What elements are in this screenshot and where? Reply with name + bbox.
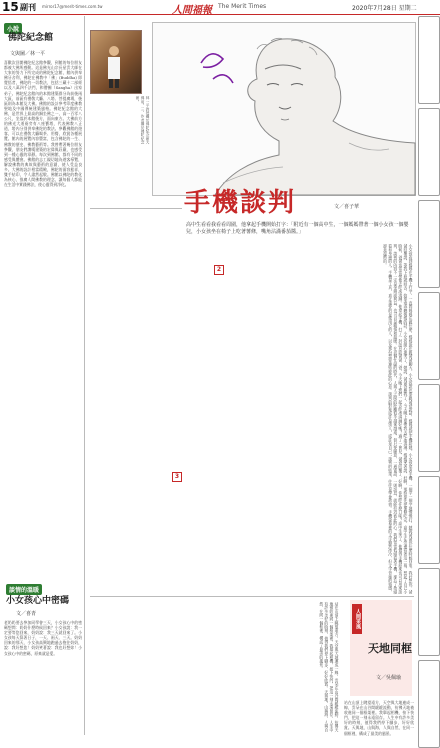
love-column-author: 文／喜青: [16, 611, 37, 617]
issue-date: 2020年7月28日 星期二: [352, 5, 417, 12]
person-figure-icon: [104, 44, 124, 88]
divider: [90, 596, 414, 597]
love-column-title: 小女孩心中密碼: [6, 596, 70, 606]
sky-window-title: 天地同框: [368, 642, 412, 655]
newspaper-logo: 人間福報: [172, 5, 212, 16]
strip-item: [418, 200, 440, 288]
bottom-article-body: 站在山頂上眺望遠方，天空與大地連成一線，雲朵在山谷間緩緩流動，彷彿天地被收進同一個框架裡。我舉起相機，按下快門，把這一刻永遠留存。人生中有許多美好的時刻，值得我們停下腳步，好好欣賞。天與地，山與海，人與自然，在同一個框裡，構成了最美的風景。: [319, 602, 340, 732]
strip-item: [418, 292, 440, 380]
strip-item: [418, 384, 440, 472]
right-ad-strip: [418, 16, 440, 735]
section-marker: 3: [172, 472, 182, 482]
column-author: 文與圖／林一平: [10, 51, 46, 57]
article-title: 手機談判: [184, 188, 297, 218]
article-lead: 高中生看看我看看周圍，他拿起手機開始打字：「附近有一個高中生，一個媽媽帶著一個小女孩一個嬰兒，小女孩坐在椅子上吃著薯條，嘴角沾滿番茄醬。」: [186, 222, 409, 235]
strip-item: [418, 476, 440, 564]
column-tag: 小說: [4, 23, 22, 34]
sky-window-excerpt: 站在山頂上眺望遠方，天空與大地連成一線，雲朵在山谷間緩緩流動，彷彿天地被收進同一個框架裡。我舉起相機，按下快門，把這一刻永遠留存。人生中有許多美好的時刻，值得我們停下腳步，好好欣賞。天與地，山與海，人與自然，在同一個框裡，構成了最美的風景。: [344, 700, 414, 736]
article-author: 文／喜子華: [334, 204, 360, 210]
section-marker: 2: [214, 265, 224, 275]
love-column-tag: 談情的溫暖: [6, 584, 42, 595]
sky-window-author: 文／吳佩瑜: [376, 675, 402, 681]
page-number: 15: [2, 0, 19, 14]
column-title: 佛陀紀念館: [8, 33, 54, 43]
strip-item: [418, 108, 440, 196]
section-name: 副刊: [20, 3, 36, 12]
divider: [90, 208, 182, 209]
newspaper-logo-en: The Merit Times: [218, 3, 267, 10]
photo-caption: 林一平教授攝於佛陀紀念館大佛前。三、作者攝於佛陀紀念館。: [136, 96, 150, 144]
contact-email[interactable]: mirror17@merit-times.com.tw: [42, 4, 103, 9]
strip-item: [418, 660, 440, 748]
column-tag: 人間采風: [352, 604, 362, 634]
article-body: 小女孩看到媽媽在手機上打字，一直問媽媽在做什麼，媽媽說在跟爸爸聊天。小女孩說也要跟爸爸說話，媽媽就把手機給她。小女孩拿著手機，一個字一個字地慢慢打，她說爸爸你什麼時候回家，我好想你。爸爸回覆說，等我下班就回去，妳要乖乖聽媽媽的話。小女孩開心地笑了，她說，爸爸答應我了，今天晚上要帶我去吃冰淇淋。媽媽笑著說，好啊，那妳要先把薯條吃完。高中生在旁邊看著這一幕，想起了自己小時候，爸爸也常常帶他去吃冰淇淋。他拿起手機，打了一封訊息給爸爸：爸，今天晚上我們一起去吃冰淇淋好嗎？過了一會兒，爸爸回覆了：好啊，你想吃什麼口味？高中生笑了，他覺得手機原來也可以用來談判，談判的內容不一定是金錢或利益，也可以是親情和溫暖。在這個忙碌的時代，人與人之間的距離似乎越來越遠，但只要願意，一通電話、一則訊息，就能拉近彼此的心。我們常常低頭看著手機，卻忘了抬頭看看身邊的人。手機是工具，真正重要的是使用它的人，以及那份想要連結彼此的心意。談判的對象或許是別人，或許是自己；談判的結果，往往是學會珍惜。手機螢幕裡的文字雖然冰冷，但文字背後的情感，卻是溫熱的。: [383, 244, 414, 594]
buddha-sketch-illustration: [152, 22, 416, 196]
left-column: [2, 16, 85, 735]
strip-item: [418, 16, 440, 104]
column-body: 喜歡次回開佛陀紀念館參觀，到館的每位朋友都被大佛所感動。這是佛光山宗長星雲大師在大家的努力下所完成的佛陀紀念館，館內供奉佛牙舍利，佛陀在佛教中「佛」(Buddha) 即覺悟者，佛陀的一切教法，包括三藏十二部經以及八萬四千法門，和僧團（Sangha）出家弟子。佛陀紀念館內的本館建築群分為前後兩大區，前區有禮敬大廳、八塔、菩提廣場，後區則為本館及大佛。佛館的設計參考印度佛教聖地及中國傳統建築風格。佛陀紀念館的大佛，是世界上最高的銅坐佛之一，高一百零八公尺，坐落於本館後方，面向東方。大佛前方的佛光大道兩旁有八座寶塔，代表佛教八正道，塔內分別供奉佛陀的教法。參觀佛館的遊客，可以在禮敬大廳喝茶、用餐，欣賞各種展覽。館內的展覽內容豐富，包含佛陀的一生、佛教的歷史、佛教藝術等。我曾帶著幾位朋友參觀，朋友們讚嘆建築的宏偉與莊嚴，也感受到一種心靈的寧靜。每次到佛館，都有不同的感受與體會。佛館的志工親切地為遊客導覽，解說佛教的典故與藝術的意涵，使人受益良多。大佛的設計相當精緻，佛陀的面容慈祥，雙手結印，令人肅然起敬。佛館以佛陀的教化為核心，推廣人間佛教的理念，讓每個人都能在生活中實踐佛法，使心靈得到淨化。: [4, 60, 82, 188]
strip-item: [418, 568, 440, 656]
love-column-body: 老奶奶要去參加同學會三天，小女孩心中的密碼想問：奶奶什麼時候回來？小女孩說：我一定要等您回來，奶奶說：我三天就回來了。小女孩每天算著日子，一天、兩天、三天。奶奶回來的那天，小女孩高興地跑過去抱住奶奶，說：我好想您！奶奶笑著說：我也好想妳！小女孩心中的密碼，原來就是愛。: [4, 620, 82, 656]
